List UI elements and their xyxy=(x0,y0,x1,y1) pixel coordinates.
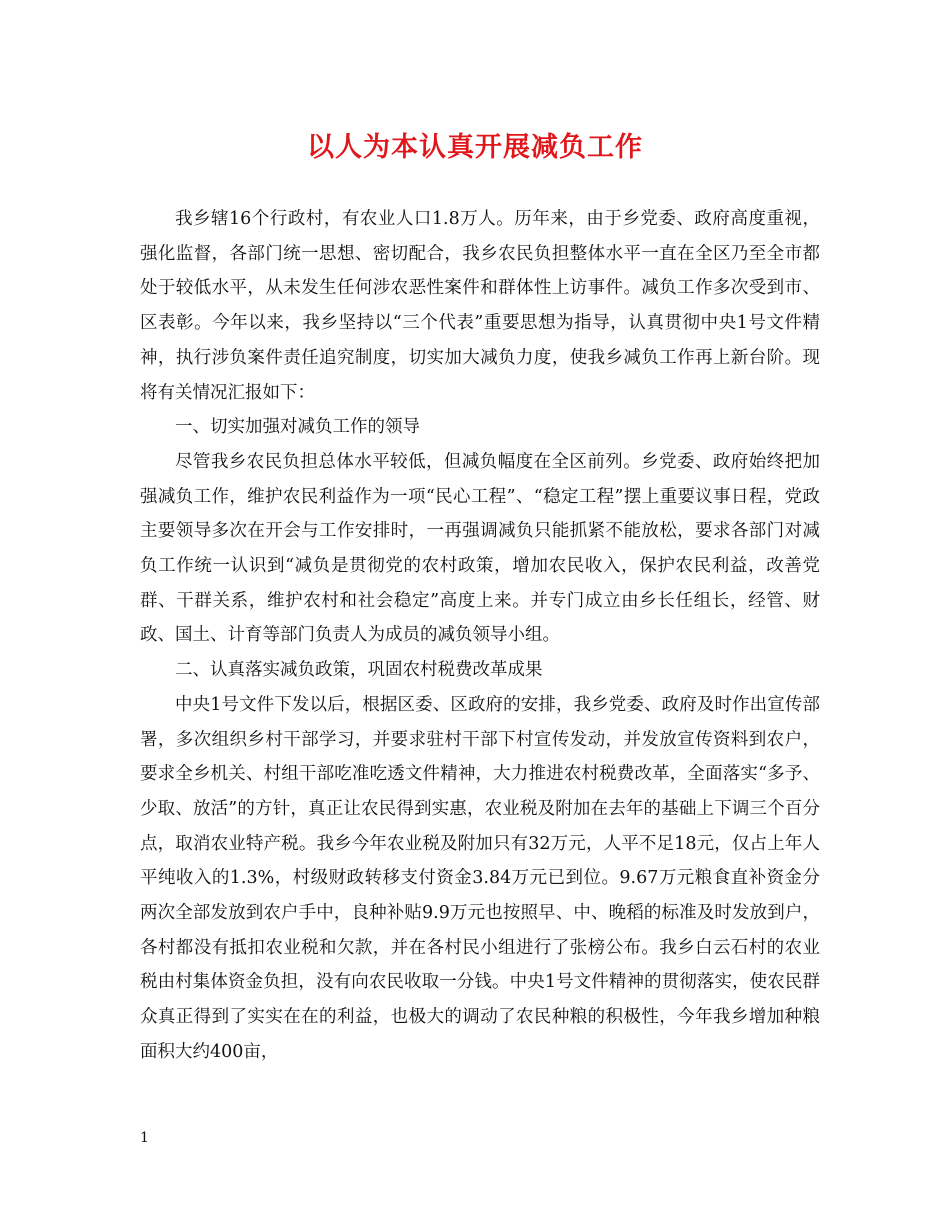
paragraph-intro: 我乡辖16个行政村，有农业人口1.8万人。历年来，由于乡党委、政府高度重视，强化监督，各部门统一思想、密切配合，我乡农民负担整体水平一直在全区乃至全市都处于较低水平，从未发生任何涉农恶性案件和群体性上访事件。减负工作多次受到市、区表彰。今年以来，我乡坚持以“三个代表”重要思想为指导，认真贯彻中央1号文件精神，执行涉负案件责任追究制度，切实加大减负力度，使我乡减负工作再上新台阶。现将有关情况汇报如下： xyxy=(140,209,820,403)
section-heading-2: 二、认真落实减负政策，巩固农村税费改革成果 xyxy=(175,660,543,681)
document-title: 以人为本认真开展减负工作 xyxy=(307,132,643,163)
document-body xyxy=(140,202,820,1070)
page-number: 1 xyxy=(140,1130,149,1146)
section-heading-1: 一、切实加强对减负工作的领导 xyxy=(175,417,420,438)
paragraph-section-2: 中央1号文件下发以后，根据区委、区政府的安排，我乡党委、政府及时作出宣传部署，多次组织乡村干部学习，并要求驻村干部下村宣传发动，并发放宣传资料到农户，要求全乡机关、村组干部吃准吃透文件精神，大力推进农村税费改革，全面落实“多予、少取、放活”的方针，真正让农民得到实惠，农业税及附加在去年的基础上下调三个百分点，取消农业特产税。我乡今年农业税及附加只有32万元，人平不足18元，仅占上年人平纯收入的1.3%，村级财政转移支付资金3.84万元已到位。9.67万元粮食直补资金分两次全部发放到农户手中，良种补贴9.9万元也按照早、中、晚稻的标准及时发放到户，各村都没有抵扣农业税和欠款，并在各村民小组进行了张榜公布。我乡白云石村的农业税由村集体资金负担，没有向农民收取一分钱。中央1号文件精神的贯彻落实，使农民群众真正得到了实实在在的利益，也极大的调动了农民种粮的积极性，今年我乡增加种粮面积大约400亩， xyxy=(140,694,820,1062)
paragraph-section-1: 尽管我乡农民负担总体水平较低，但减负幅度在全区前列。乡党委、政府始终把加强减负工作，维护农民利益作为一项“民心工程”、“稳定工程”摆上重要议事日程，党政主要领导多次在开会与工作安排时，一再强调减负只能抓紧不能放松，要求各部门对减负工作统一认识到“减负是贯彻党的农村政策，增加农民收入，保护农民利益，改善党群、干群关系，维护农村和社会稳定”高度上来。并专门成立由乡长任组长，经管、财政、国土、计育等部门负责人为成员的减负领导小组。 xyxy=(140,451,820,646)
